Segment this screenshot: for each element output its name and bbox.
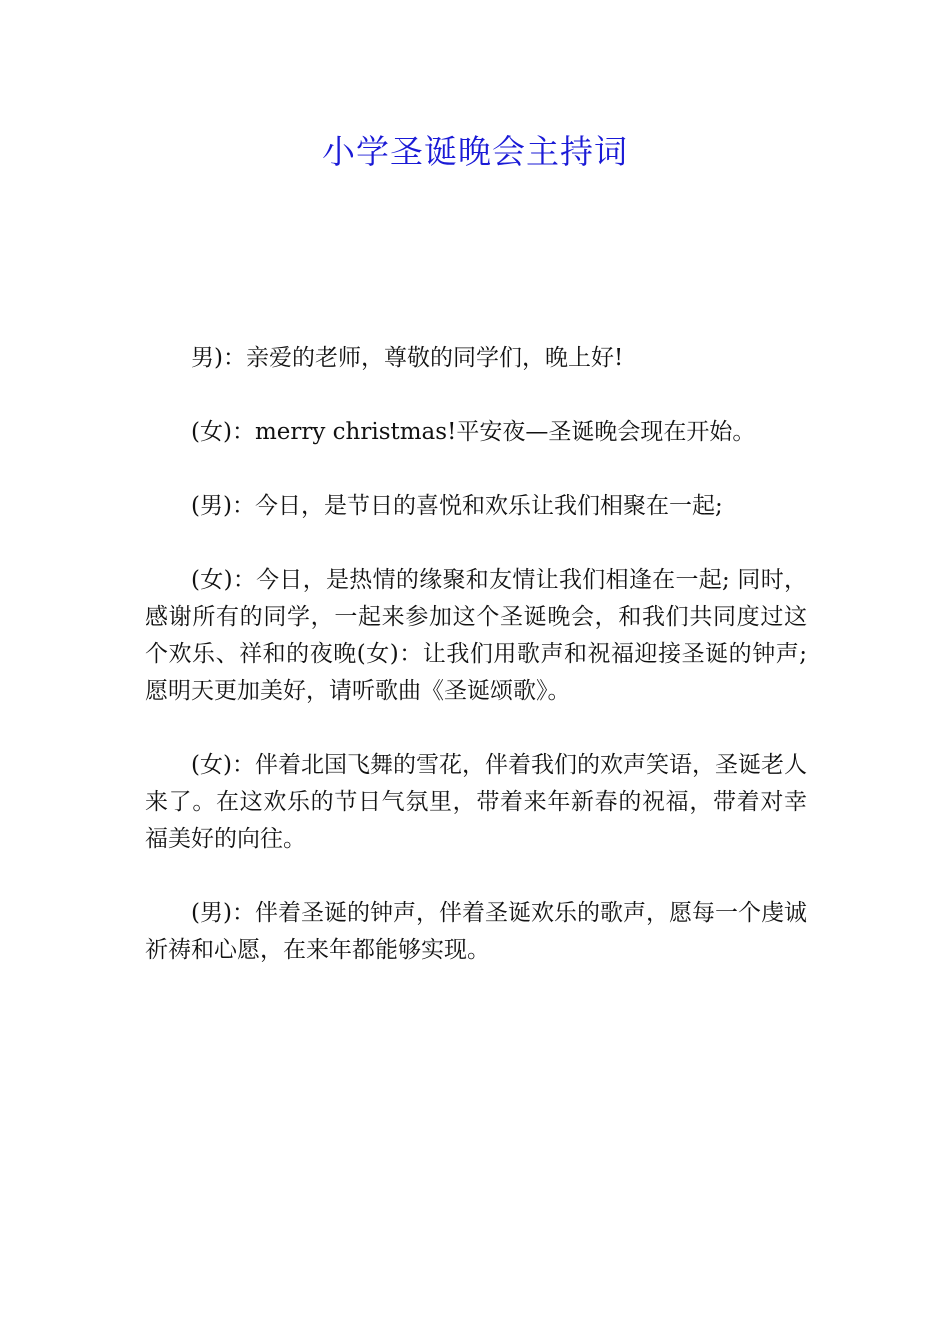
paragraph-3: (男)：今日，是节日的喜悦和欢乐让我们相聚在一起; — [191, 493, 723, 519]
paragraph-4: (女)：今日，是热情的缘聚和友情让我们相逢在一起; 同时，感谢所有的同学，一起来参加这个圣诞晚会，和我们共同度过这个欢乐、祥和的夜晚(女)：让我们用歌声和祝福迎接圣诞的钟声;愿明天更加美好，请听歌曲《圣诞颂歌》。 — [145, 567, 807, 704]
paragraph-2: (女)：merry christmas!平安夜—圣诞晚会现在开始。 — [191, 419, 756, 445]
document-body — [145, 340, 807, 1006]
paragraph-5: (女)：伴着北国飞舞的雪花，伴着我们的欢声笑语，圣诞老人来了。在这欢乐的节日气氛里，带着来年新春的祝福，带着对幸福美好的向往。 — [145, 752, 807, 852]
paragraph-1: 男)：亲爱的老师，尊敬的同学们，晚上好! — [191, 345, 624, 371]
paragraph-6: (男)：伴着圣诞的钟声，伴着圣诞欢乐的歌声，愿每一个虔诚祈祷和心愿，在来年都能够实现。 — [145, 900, 807, 963]
document-title: 小学圣诞晚会主持词 — [322, 132, 628, 171]
